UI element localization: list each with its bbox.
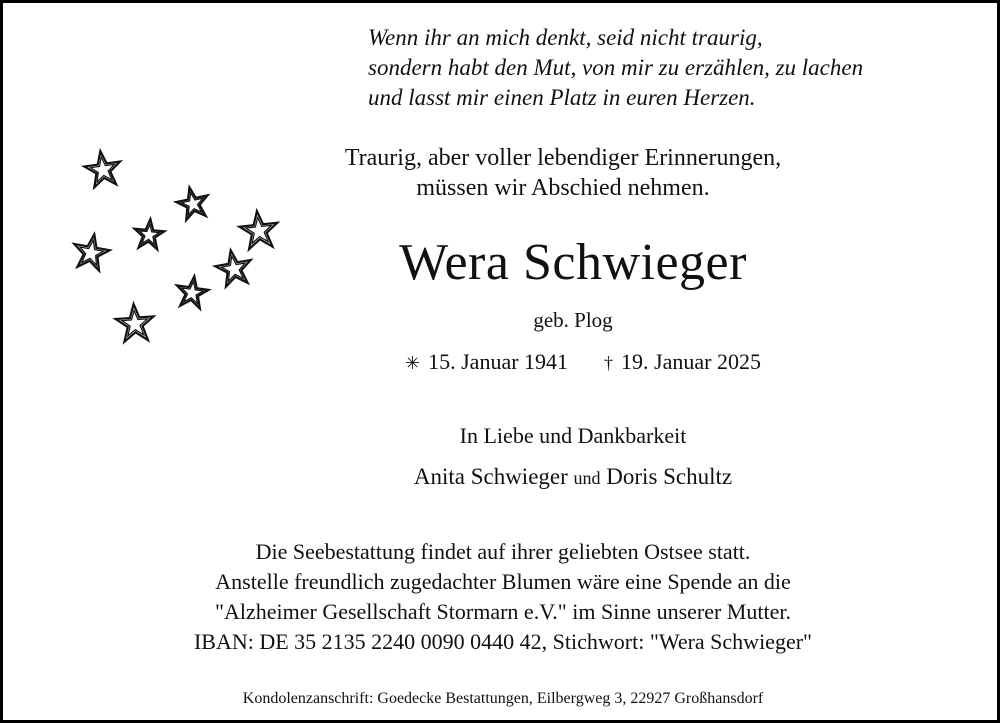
star-icon xyxy=(174,184,212,221)
mourner-name-1: Anita Schwieger xyxy=(413,464,568,489)
star-icon xyxy=(70,231,112,272)
notes-block xyxy=(103,537,903,657)
intro-line-2: müssen wir Abschied nehmen. xyxy=(416,175,710,201)
mourners-names xyxy=(263,461,883,494)
deceased-name: Wera Schwieger xyxy=(399,234,747,291)
intro-line-1: Traurig, aber voller lebendiger Erinnerungen, xyxy=(344,145,782,171)
star-icon xyxy=(213,247,255,288)
condolence-address: Kondolenzanschrift: Goedecke Bestattungen, Eilbergweg 3, 22927 Großhansdorf xyxy=(242,690,764,707)
mourners-intro: In Liebe und Dankbarkeit xyxy=(459,423,687,448)
poem-line-3: und lasst mir einen Platz in euren Herzen. xyxy=(368,85,756,110)
star-icon xyxy=(174,274,210,310)
burial-note: Die Seebestattung findet auf ihrer geliebten Ostsee statt. xyxy=(255,539,751,564)
star-icon xyxy=(83,149,124,189)
donation-line-2: "Alzheimer Gesellschaft Stormarn e.V." im Sinne unserer Mutter. xyxy=(215,599,791,624)
death-cross-icon: † xyxy=(604,353,614,373)
intro-text xyxy=(213,143,913,203)
death-date: 19. Januar 2025 xyxy=(621,349,761,374)
maiden-name: geb. Plog xyxy=(533,308,613,332)
birth-date: 15. Januar 1941 xyxy=(428,349,569,374)
star-icon xyxy=(115,303,155,343)
poem-line-1: Wenn ihr an mich denkt, seid nicht traurig, xyxy=(368,25,763,50)
mourner-name-2: Doris Schultz xyxy=(606,464,733,489)
star-icon xyxy=(133,218,165,250)
donation-line-1: Anstelle freundlich zugedachter Blumen wäre eine Spende an die xyxy=(215,569,791,594)
poem xyxy=(368,23,928,113)
birth-star-icon: ✳ xyxy=(405,353,421,373)
life-dates xyxy=(303,347,863,378)
iban-line: IBAN: DE 35 2135 2240 0090 0440 42, Stichwort: "Wera Schwieger" xyxy=(193,629,813,654)
mourner-connector: und xyxy=(573,468,601,488)
poem-line-2: sondern habt den Mut, von mir zu erzählen, zu lachen xyxy=(368,55,864,80)
